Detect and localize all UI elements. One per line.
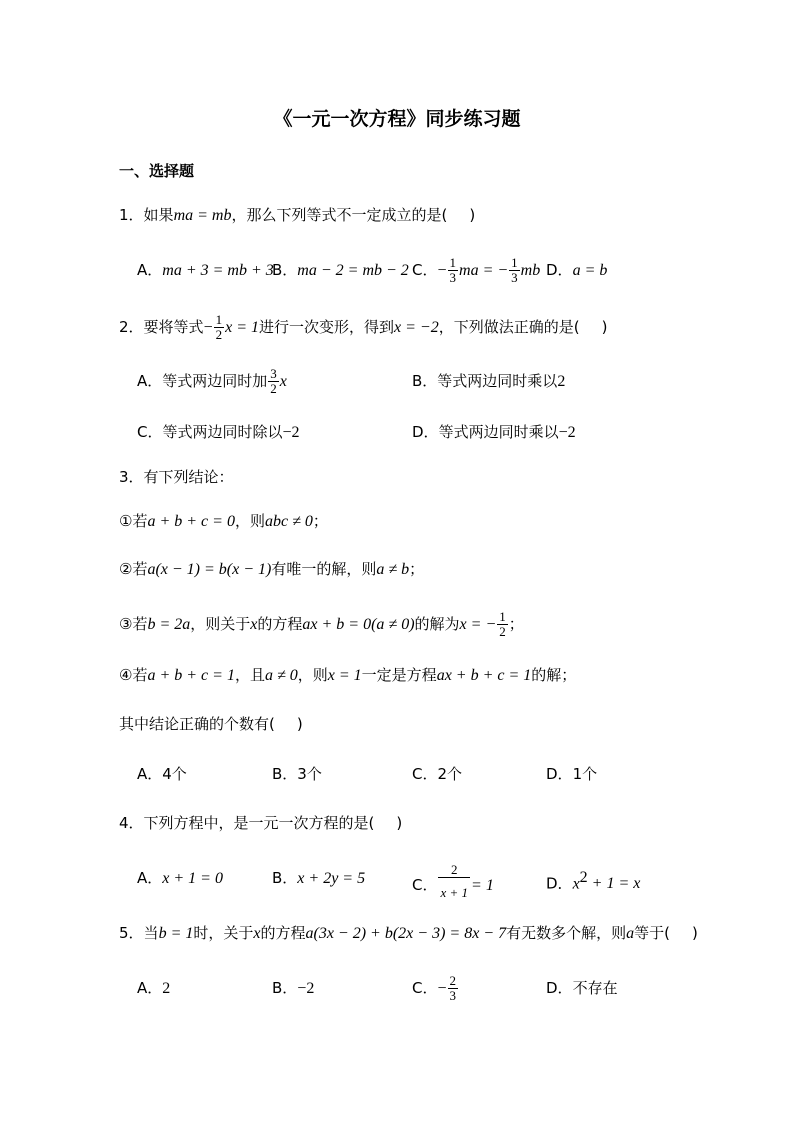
q3-s1-result: abc ≠ 0 xyxy=(264,513,313,530)
q1-condition: ma = mb xyxy=(173,207,232,224)
q3-s3-middle-2: 的方程 xyxy=(257,615,303,633)
q2-option-b-value: 2 xyxy=(557,373,566,390)
q3-s4-condition: a + b + c = 1 xyxy=(147,667,235,684)
question-1 xyxy=(119,200,475,230)
fraction-denominator: x + 1 xyxy=(440,885,469,900)
q3-s3-middle-3: 的解为 xyxy=(414,615,460,633)
q3-statement-3 xyxy=(119,609,524,639)
q1-option-c-sign: − xyxy=(437,262,447,279)
q5-text-3: 的方程 xyxy=(260,924,306,942)
q1-option-c-middle: ma = − xyxy=(459,262,509,279)
question-3 xyxy=(119,462,234,492)
q5-option-b-text: −2 xyxy=(297,980,315,997)
q5-option-c xyxy=(412,973,459,1003)
q5-text: 当 xyxy=(143,924,159,942)
q3-s3-fraction xyxy=(497,610,508,639)
q5-option-a-text: 2 xyxy=(162,980,171,997)
q2-option-d xyxy=(412,417,576,447)
q2-option-d-label: D． xyxy=(412,423,439,441)
q3-option-a xyxy=(137,759,187,789)
q1-option-b-label: B． xyxy=(272,261,298,279)
q5-option-c-fraction xyxy=(448,974,459,1003)
q4-text-2: ) xyxy=(396,814,403,832)
q3-option-c xyxy=(412,759,462,789)
q5-text-6: ) xyxy=(691,924,698,942)
q1-option-c xyxy=(412,255,540,285)
q1-option-c-fraction-2 xyxy=(509,256,520,285)
q4-text: 下列方程中，是一元一次方程的是( xyxy=(143,814,375,832)
q2-text-3: ，下列做法正确的是( xyxy=(438,318,580,336)
q3-s2-prefix: ②若 xyxy=(119,560,148,578)
fraction-numerator: 1 xyxy=(499,609,506,624)
q5-option-b-label: B． xyxy=(272,979,298,997)
q3-s4-middle-3: 一定是方程 xyxy=(361,666,437,684)
fraction-denominator: 3 xyxy=(449,270,457,285)
q1-option-d-text: a = b xyxy=(572,262,608,279)
q2-fraction xyxy=(214,313,225,342)
fraction-numerator: 1 xyxy=(511,255,518,270)
q3-s2-condition: a(x − 1) = b(x − 1) xyxy=(147,561,272,578)
fraction-denominator: 2 xyxy=(499,624,506,639)
q3-statement-2 xyxy=(119,554,424,584)
q5-a-variable: a xyxy=(626,925,635,942)
q2-text-2: 进行一次变形，得到 xyxy=(259,318,395,336)
q4-option-b xyxy=(272,863,365,893)
q3-option-a-label: A． xyxy=(137,765,163,783)
fraction-denominator: 2 xyxy=(215,327,223,342)
q3-s3-condition: b = 2a xyxy=(147,616,191,633)
q3-s3-equation: ax + b = 0(a ≠ 0) xyxy=(302,616,415,633)
q3-s4-equation: ax + b + c = 1 xyxy=(436,667,532,684)
q5-equation: a(3x − 2) + b(2x − 3) = 8x − 7 xyxy=(305,925,507,942)
q4-option-a xyxy=(137,863,223,893)
q2-result: x = −2 xyxy=(394,319,439,336)
q2-text-4: ) xyxy=(601,318,608,336)
q2-option-c-label: C． xyxy=(137,423,163,441)
page-title: 《一元一次方程》同步练习题 xyxy=(273,108,521,130)
q2-option-a-fraction xyxy=(268,367,279,396)
section-heading: 一、选择题 xyxy=(119,162,195,180)
q4-option-c xyxy=(412,862,494,900)
q5-text-2: 时，关于 xyxy=(193,924,254,942)
q3-option-b-label: B． xyxy=(272,765,298,783)
q2-option-a-label: A． xyxy=(137,372,163,390)
q3-number: 3． xyxy=(119,468,144,486)
q4-option-d-base: x xyxy=(572,875,580,893)
q2-option-c-value: −2 xyxy=(282,424,300,441)
fraction-numerator: 2 xyxy=(449,973,457,988)
q3-s2-result: a ≠ b xyxy=(376,561,410,578)
q3-s3-middle-1: ，则关于 xyxy=(190,615,251,633)
q3-statement-4 xyxy=(119,660,576,690)
q5-option-c-sign: − xyxy=(437,980,447,997)
q3-s3-result: x = − xyxy=(459,616,497,633)
q1-option-a xyxy=(137,255,274,285)
q3-s3-end: ； xyxy=(508,615,524,633)
q4-option-d-exponent: 2 xyxy=(579,869,588,886)
q4-option-a-label: A． xyxy=(137,869,163,887)
q5-option-d xyxy=(546,973,618,1003)
q3-s4-prefix: ④若 xyxy=(119,666,148,684)
q1-text: 如果 xyxy=(143,206,174,224)
q2-option-b-text: 等式两边同时乘以 xyxy=(437,372,558,390)
fraction-denominator: 3 xyxy=(511,270,518,285)
q2-sign: − xyxy=(203,319,213,336)
q1-option-a-label: A． xyxy=(137,261,163,279)
q2-number: 2． xyxy=(119,318,144,336)
q5-number: 5． xyxy=(119,924,144,942)
q1-option-c-label: C． xyxy=(412,261,438,279)
q1-option-c-tail: mb xyxy=(520,262,541,279)
q3-option-a-text: 4个 xyxy=(162,765,187,783)
q5-option-a-label: A． xyxy=(137,979,163,997)
q4-option-c-fraction xyxy=(438,863,470,908)
q3-text: 有下列结论： xyxy=(143,468,234,486)
q3-s1-condition: a + b + c = 0 xyxy=(147,513,235,530)
q5-text-4: 有无数多个解，则 xyxy=(506,924,627,942)
q3-s3-variable: x xyxy=(250,616,258,633)
q2-text: 要将等式 xyxy=(143,318,204,336)
q1-option-d-label: D． xyxy=(546,261,573,279)
q3-option-c-label: C． xyxy=(412,765,438,783)
q3-s1-prefix: ①若 xyxy=(119,512,148,530)
q4-option-b-label: B． xyxy=(272,869,298,887)
q5-option-d-label: D． xyxy=(546,979,573,997)
q4-option-c-label: C． xyxy=(412,876,438,894)
q5-option-d-text: 不存在 xyxy=(572,979,618,997)
q5-option-b xyxy=(272,973,314,1003)
q3-option-b xyxy=(272,759,322,789)
q2-option-d-value: −2 xyxy=(558,424,576,441)
q3-statement-1 xyxy=(119,506,328,536)
q3-s4-middle-1: ，且 xyxy=(234,666,265,684)
q3-option-d-label: D． xyxy=(546,765,573,783)
q3-s1-end: ； xyxy=(312,512,328,530)
q1-text-2: ，那么下列等式不一定成立的是( xyxy=(231,206,448,224)
q3-s2-middle: 有唯一的解，则 xyxy=(271,560,377,578)
q2-equation-tail: x = 1 xyxy=(225,319,259,336)
q1-option-d xyxy=(546,255,607,285)
q2-option-b-label: B． xyxy=(412,372,438,390)
q5-text-5: 等于( xyxy=(634,924,670,942)
fraction-numerator: 2 xyxy=(438,863,470,878)
q2-option-a xyxy=(137,366,287,396)
q3-question xyxy=(119,709,303,739)
q1-text-3: ) xyxy=(469,206,476,224)
q4-option-b-text: x + 2y = 5 xyxy=(297,870,366,887)
q3-s4-middle-2: ，则 xyxy=(297,666,328,684)
fraction-denominator: 2 xyxy=(270,381,277,396)
q3-option-b-text: 3个 xyxy=(297,765,322,783)
q3-ask: 其中结论正确的个数有( xyxy=(119,715,275,733)
q3-s4-value: x = 1 xyxy=(327,667,362,684)
q4-option-d-label: D． xyxy=(546,874,573,893)
q3-option-d-text: 1个 xyxy=(572,765,598,783)
question-4 xyxy=(119,808,402,838)
q1-option-a-text: ma + 3 = mb + 3 xyxy=(162,262,274,279)
q2-option-a-text: 等式两边同时加 xyxy=(162,372,268,390)
q4-option-a-text: x + 1 = 0 xyxy=(162,870,223,887)
q3-s4-end: 的解； xyxy=(531,666,577,684)
q1-number: 1． xyxy=(119,206,144,224)
q3-s1-middle: ，则 xyxy=(234,512,265,530)
question-5 xyxy=(119,918,698,948)
q3-option-c-text: 2个 xyxy=(437,765,463,783)
q5-option-c-label: C． xyxy=(412,979,438,997)
q3-option-d xyxy=(546,759,597,789)
q4-number: 4． xyxy=(119,814,144,832)
q1-option-b xyxy=(272,255,409,285)
q5-condition: b = 1 xyxy=(158,925,194,942)
fraction-numerator: 1 xyxy=(449,255,457,270)
fraction-numerator: 1 xyxy=(215,312,223,327)
question-2 xyxy=(119,312,607,342)
fraction-denominator: 3 xyxy=(449,988,457,1003)
q3-ask-end: ) xyxy=(296,715,303,733)
q4-option-d xyxy=(546,863,640,893)
q4-option-d-tail: + 1 = x xyxy=(591,875,641,893)
q2-option-a-variable: x xyxy=(279,373,287,390)
q2-option-b xyxy=(412,366,565,396)
q1-option-b-text: ma − 2 = mb − 2 xyxy=(297,262,409,279)
q3-s4-condition-2: a ≠ 0 xyxy=(264,667,298,684)
fraction-numerator: 3 xyxy=(270,366,277,381)
q1-option-c-fraction-1 xyxy=(448,256,459,285)
q2-option-d-text: 等式两边同时乘以 xyxy=(438,423,559,441)
q2-option-c xyxy=(137,417,300,447)
q5-option-a xyxy=(137,973,170,1003)
q5-variable: x xyxy=(253,925,261,942)
q3-s2-end: ； xyxy=(409,560,425,578)
q2-option-c-text: 等式两边同时除以 xyxy=(162,423,283,441)
q3-s3-prefix: ③若 xyxy=(119,615,148,633)
q4-option-c-tail: = 1 xyxy=(471,877,494,894)
